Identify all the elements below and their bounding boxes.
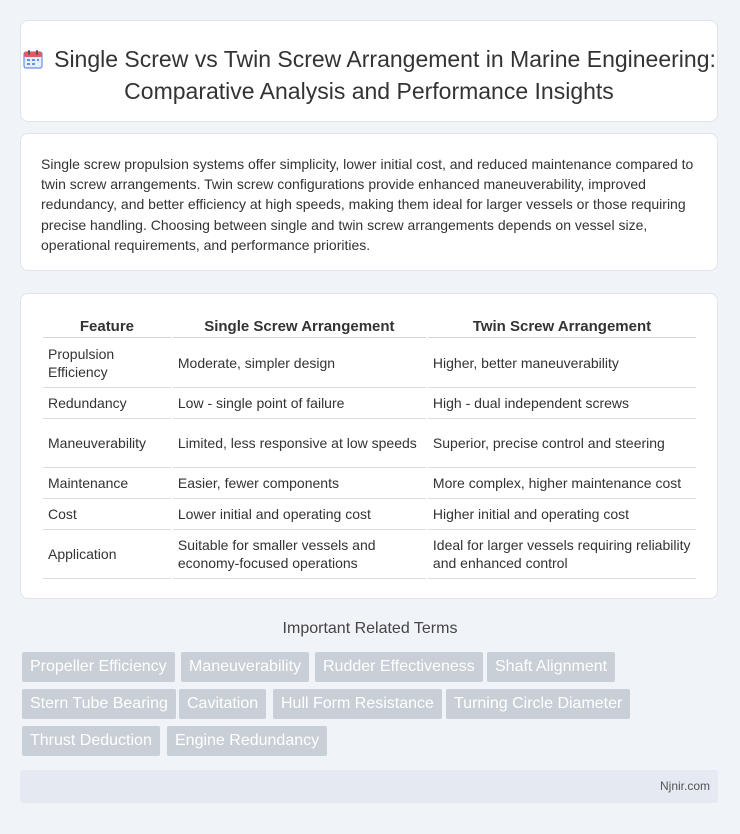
tag-rudder-effectiveness[interactable]: Rudder Effectiveness (315, 652, 483, 682)
tag-engine-redundancy[interactable]: Engine Redundancy (167, 726, 327, 756)
related-terms-title: Important Related Terms (282, 620, 458, 637)
intro-text: Single screw propulsion systems offer simplicity, lower initial cost, and reduced maintenance compared to twin screw arrangements. Twin screw configurations provide enhanced maneuverability, improved redundancy, and better efficiency at high speeds, making them ideal for larger vessels or those requiring precise handling. Choosing between single and twin screw arrangements depends on vessel size, operational requirements, and performance priorities. (41, 156, 694, 253)
table-cell: High - dual independent screws (428, 388, 696, 419)
header-feature: Feature (43, 315, 171, 338)
header-twin-screw: Twin Screw Arrangement (428, 315, 696, 338)
tag-shaft-alignment[interactable]: Shaft Alignment (487, 652, 615, 682)
intro-card (20, 133, 718, 271)
table-row (43, 468, 696, 499)
title-card (20, 20, 718, 122)
table-cell: Application (43, 530, 171, 579)
table-cell: Limited, less responsive at low speeds (173, 419, 426, 468)
table-row (43, 530, 696, 579)
comparison-table (41, 315, 698, 579)
tag-cavitation[interactable]: Cavitation (179, 689, 266, 719)
table-row (43, 338, 696, 388)
tag-stern-tube-bearing[interactable]: Stern Tube Bearing (22, 689, 176, 719)
table-row (43, 388, 696, 419)
tag-propeller-efficiency[interactable]: Propeller Efficiency (22, 652, 175, 682)
table-cell: Easier, fewer components (173, 468, 426, 499)
tag-maneuverability[interactable]: Maneuverability (181, 652, 309, 682)
footer-site[interactable]: Njnir.com (659, 779, 710, 793)
table-cell: Redundancy (43, 388, 171, 419)
table-cell: Moderate, simpler design (173, 338, 426, 388)
table-cell: Higher initial and operating cost (428, 499, 696, 530)
table-header-row (43, 315, 696, 338)
table-cell: Ideal for larger vessels requiring reliability and enhanced control (428, 530, 696, 579)
footer (20, 770, 718, 803)
table-row (43, 499, 696, 530)
header-single-screw: Single Screw Arrangement (173, 315, 426, 338)
table-cell: Maneuverability (43, 419, 171, 468)
tag-thrust-deduction[interactable]: Thrust Deduction (22, 726, 160, 756)
table-cell: Low - single point of failure (173, 388, 426, 419)
calendar-icon (22, 48, 44, 77)
page-title (21, 21, 717, 106)
tag-hull-form-resistance[interactable]: Hull Form Resistance (273, 689, 442, 719)
table-cell: Propulsion Efficiency (43, 338, 171, 388)
page-title-text: Single Screw vs Twin Screw Arrangement in Marine Engineering: Comparative Analysis and Performance Insights (54, 46, 716, 104)
table-cell: Higher, better maneuverability (428, 338, 696, 388)
tag-turning-circle-diameter[interactable]: Turning Circle Diameter (446, 689, 630, 719)
table-cell: Suitable for smaller vessels and economy-focused operations (173, 530, 426, 579)
table-row (43, 419, 696, 468)
table-cell: Lower initial and operating cost (173, 499, 426, 530)
table-cell: Cost (43, 499, 171, 530)
table-cell: More complex, higher maintenance cost (428, 468, 696, 499)
comparison-card (20, 293, 718, 599)
table-cell: Maintenance (43, 468, 171, 499)
table-cell: Superior, precise control and steering (428, 419, 696, 468)
